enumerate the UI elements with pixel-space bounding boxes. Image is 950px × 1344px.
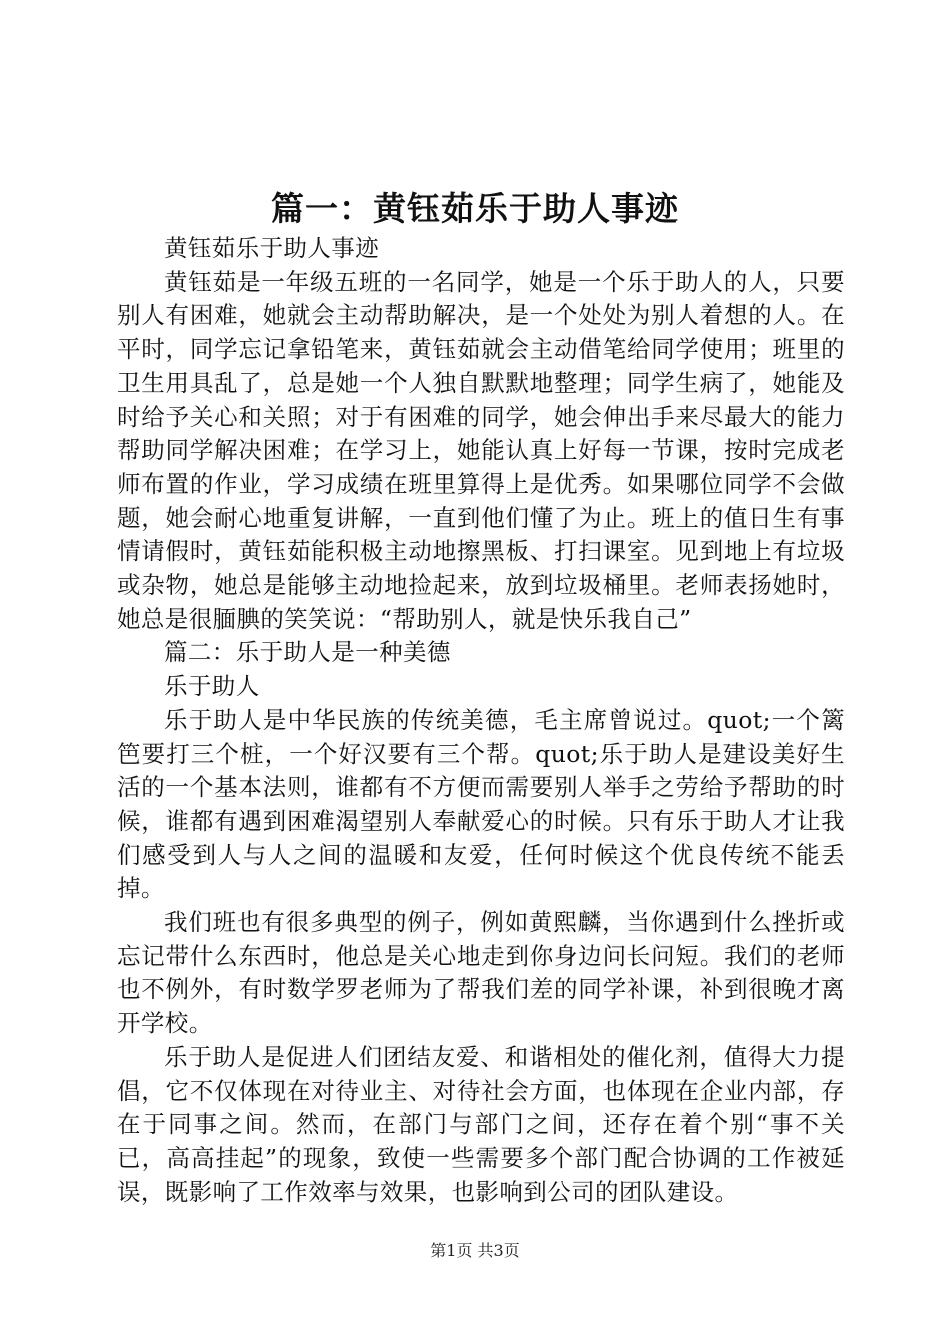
paragraph-workplace: 乐于助人是促进人们团结友爱、和谐相处的催化剂，值得大力提倡，它不仅体现在对待业主、对待社会方面，也体现在企业内部，存在于同事之间。然而，在部门与部门之间，还存在着个别“事不关已，高高挂起”的现象，致使一些需要多个部门配合协调的工作被延误，既影响了工作效率与效果，也影响到公司的团队建设。 bbox=[117, 1042, 845, 1206]
paragraph-class-examples: 我们班也有很多典型的例子，例如黄熙麟，当你遇到什么挫折或忘记带什么东西时，他总是关心地走到你身边问长问短。我们的老师也不例外，有时数学罗老师为了帮我们差的同学补课，补到很晚才离开学校。 bbox=[117, 908, 845, 1038]
paragraph-subtitle-2: 乐于助人 bbox=[164, 672, 260, 701]
page-footer: 第1页 共3页 bbox=[430, 1241, 520, 1260]
paragraph-subtitle-1: 黄钰茹乐于助人事迹 bbox=[164, 234, 380, 262]
paragraph-virtue-intro: 乐于助人是中华民族的传统美德，毛主席曾说过。quot;一个篱笆要打三个桩，一个好汉要有三个帮。quot;乐于助人是建设美好生活的一个基本法则，谁都有不方便而需要别人举手之劳给予帮助的时候，谁都有遇到困难渴望别人奉献爱心的时候。只有乐于助人才让我们感受到人与人之间的温暖和友爱，任何时候这个优良传统不能丢掉。 bbox=[117, 705, 845, 903]
paragraph-story-1: 黄钰茹是一年级五班的一名同学，她是一个乐于助人的人，只要别人有困难，她就会主动帮助解决，是一个处处为别人着想的人。在平时，同学忘记拿铅笔来，黄钰茹就会主动借笔给同学使用；班里的卫生用具乱了，总是她一个人独自默默地整理；同学生病了，她能及时给予关心和关照；对于有困难的同学，她会伸出手来尽最大的能力帮助同学解决困难；在学习上，她能认真上好每一节课，按时完成老师布置的作业，学习成绩在班里算得上是优秀。如果哪位同学不会做题，她会耐心地重复讲解，一直到他们懂了为止。班上的值日生有事情请假时，黄钰茹能积极主动地擦黑板、打扫课室。见到地上有垃圾或杂物，她总是能够主动地捡起来，放到垃圾桶里。老师表扬她时，她总是很腼腆的笑笑说：“帮助别人，就是快乐我自己” bbox=[117, 267, 845, 633]
document-body bbox=[117, 232, 845, 1209]
document-title: 篇一：黄钰茹乐于助人事迹 bbox=[271, 189, 679, 228]
paragraph-section-2-heading: 篇二：乐于助人是一种美德 bbox=[164, 638, 451, 667]
